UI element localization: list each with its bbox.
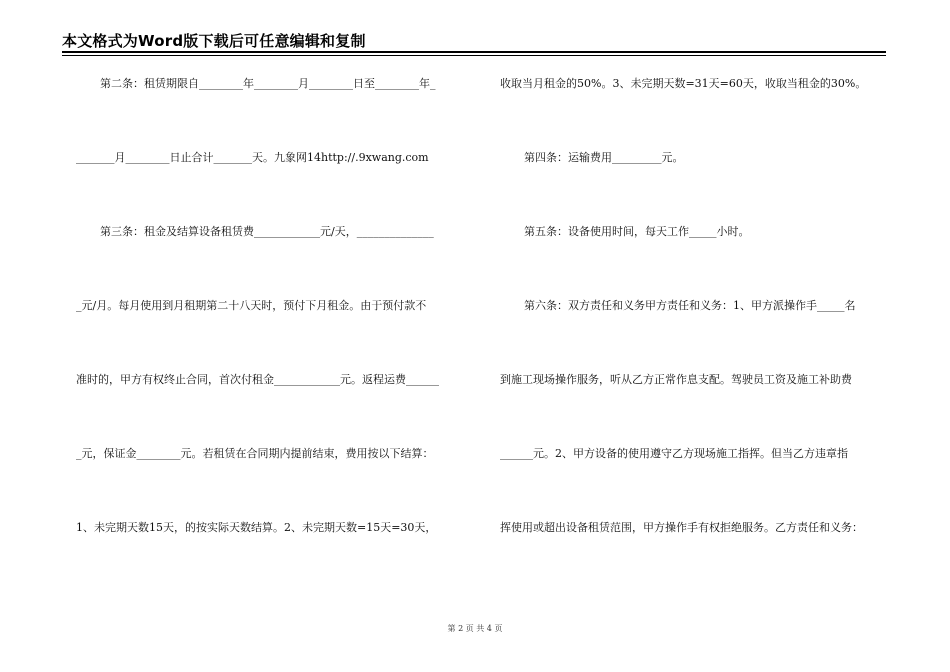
text-line: 到施工现场操作服务，听从乙方正常作息支配。驾驶员工资及施工补助费 [500, 373, 852, 386]
text-line: 挥使用或超出设备租赁范围，甲方操作手有权拒绝服务。乙方责任和义务： [500, 521, 863, 534]
text-line: 第三条：租金及结算设备租赁费____________元/天，______________ [100, 225, 434, 238]
left-column [76, 74, 466, 592]
text-line: 准时的，甲方有权终止合同，首次付租金____________元。返程运费______ [76, 373, 439, 386]
text-line: _元，保证金________元。若租赁在合同期内提前结束，费用按以下结算： [76, 447, 434, 460]
text-line: 1、未完期天数15天，的按实际天数结算。2、未完期天数=15天=30天， [76, 521, 437, 534]
text-line: ______元。2、甲方设备的使用遵守乙方现场施工指挥。但当乙方违章指 [500, 447, 848, 460]
document-header: 本文格式为Word版下载后可任意编辑和复制 [62, 32, 366, 50]
text-line: 第五条：设备使用时间，每天工作_____小时。 [524, 225, 750, 238]
text-line: _______月________日止合计_______天。九象网14http://.9xwang.com [76, 151, 429, 164]
header-rule-thin [62, 55, 886, 56]
page-number: 第 2 页 共 4 页 [447, 624, 503, 633]
text-line: 第六条：双方责任和义务甲方责任和义务：1、甲方派操作手_____名 [524, 299, 856, 312]
header-rule-thick [62, 51, 886, 53]
right-column [500, 74, 888, 592]
text-line: _元/月。每月使用到月租期第二十八天时，预付下月租金。由于预付款不 [76, 299, 427, 312]
text-line: 收取当月租金的50%。3、未完期天数=31天=60天，收取当租金的30%。 [500, 77, 867, 90]
text-line: 第四条：运输费用_________元。 [524, 151, 684, 164]
text-line: 第二条：租赁期限自________年________月________日至________年_ [100, 77, 436, 90]
